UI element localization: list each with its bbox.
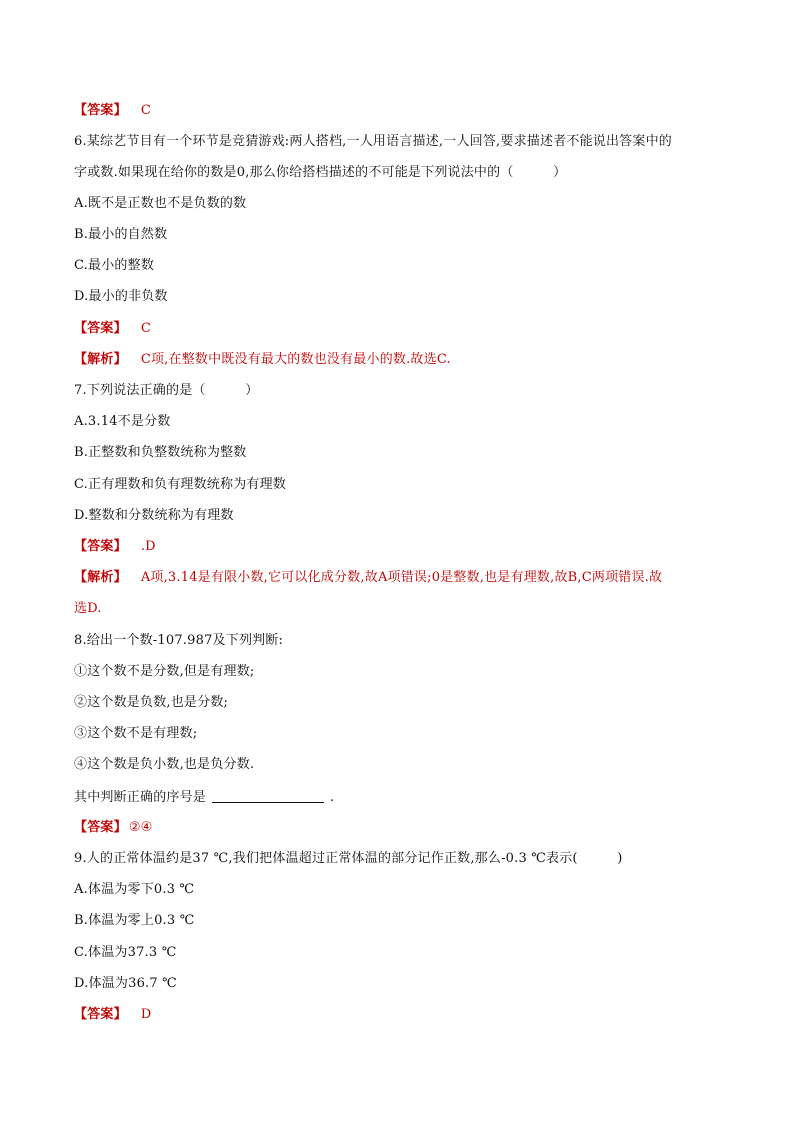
q9-option-d: D.体温为36.7 ℃ [74,976,177,991]
q8-stem: 8.给出一个数-107.987及下列判断: [74,633,284,648]
q6-option-a: A.既不是正数也不是负数的数 [74,196,247,211]
answer-label: 【答案】 [74,820,127,835]
q8-item-3: ③这个数不是有理数; [74,726,198,741]
q6-analysis-line [74,351,451,369]
q7-analysis-part2: 选D. [74,601,102,616]
q6-option-c: C.最小的整数 [74,258,155,273]
q7-option-d: D.整数和分数统称为有理数 [74,508,234,523]
q8-item-1: ①这个数不是分数,但是有理数; [74,664,255,679]
q8-fill-prefix: 其中判断正确的序号是 [74,790,207,805]
q8-answer-line [74,819,153,837]
q7-option-a: A.3.14不是分数 [74,414,171,429]
analysis-label: 【解析】 [74,570,127,585]
q6-stem-line1: 6.某综艺节目有一个环节是竞猜游戏:两人搭档,一人用语言描述,一人回答,要求描述者不能说出答案中的 [74,134,672,149]
q9-option-b: B.体温为零上0.3 ℃ [74,913,195,928]
q6-option-b: B.最小的自然数 [74,227,168,242]
q9-stem: 9.人的正常体温约是37 ℃,我们把体温超过正常体温的部分记作正数,那么-0.3 ℃表示( ) [74,851,623,866]
q9-answer-line [74,1006,151,1024]
q8-fill-line [74,788,334,807]
q6-answer: C [140,321,151,336]
answer-label: 【答案】 [74,103,127,118]
q8-item-2: ②这个数是负数,也是分数; [74,695,229,710]
q7-stem: 7.下列说法正确的是（ ） [74,383,259,398]
q7-option-b: B.正整数和负整数统称为整数 [74,445,247,460]
q7-option-c: C.正有理数和负有理数统称为有理数 [74,477,287,492]
q7-answer-line [74,538,156,556]
q6-stem-line2: 字或数.如果现在给你的数是0,那么你给搭档描述的不可能是下列说法中的（ ） [74,165,567,180]
q5-answer: C [140,103,151,118]
answer-label: 【答案】 [74,539,127,554]
q6-answer-line [74,320,151,338]
q6-analysis: C项,在整数中既没有最大的数也没有最小的数.故选C. [140,352,451,367]
q9-option-c: C.体温为37.3 ℃ [74,945,177,960]
q9-answer: D [140,1007,152,1022]
q8-answer: ②④ [128,820,153,835]
q8-answer-blank [212,788,324,803]
answer-label: 【答案】 [74,1007,127,1022]
analysis-label: 【解析】 [74,352,127,367]
q5-answer-line [74,102,151,120]
q7-answer: .D [140,539,156,554]
q7-analysis-part1: A项,3.14是有限小数,它可以化成分数,故A项错误;0是整数,也是有理数,故B,C两项错误.故 [140,570,663,585]
q6-option-d: D.最小的非负数 [74,289,168,304]
q8-item-4: ④这个数是负小数,也是负分数. [74,757,255,772]
q7-analysis-line [74,569,662,587]
q9-option-a: A.体温为零下0.3 ℃ [74,882,195,897]
answer-label: 【答案】 [74,321,127,336]
q8-fill-suffix: . [330,790,335,805]
